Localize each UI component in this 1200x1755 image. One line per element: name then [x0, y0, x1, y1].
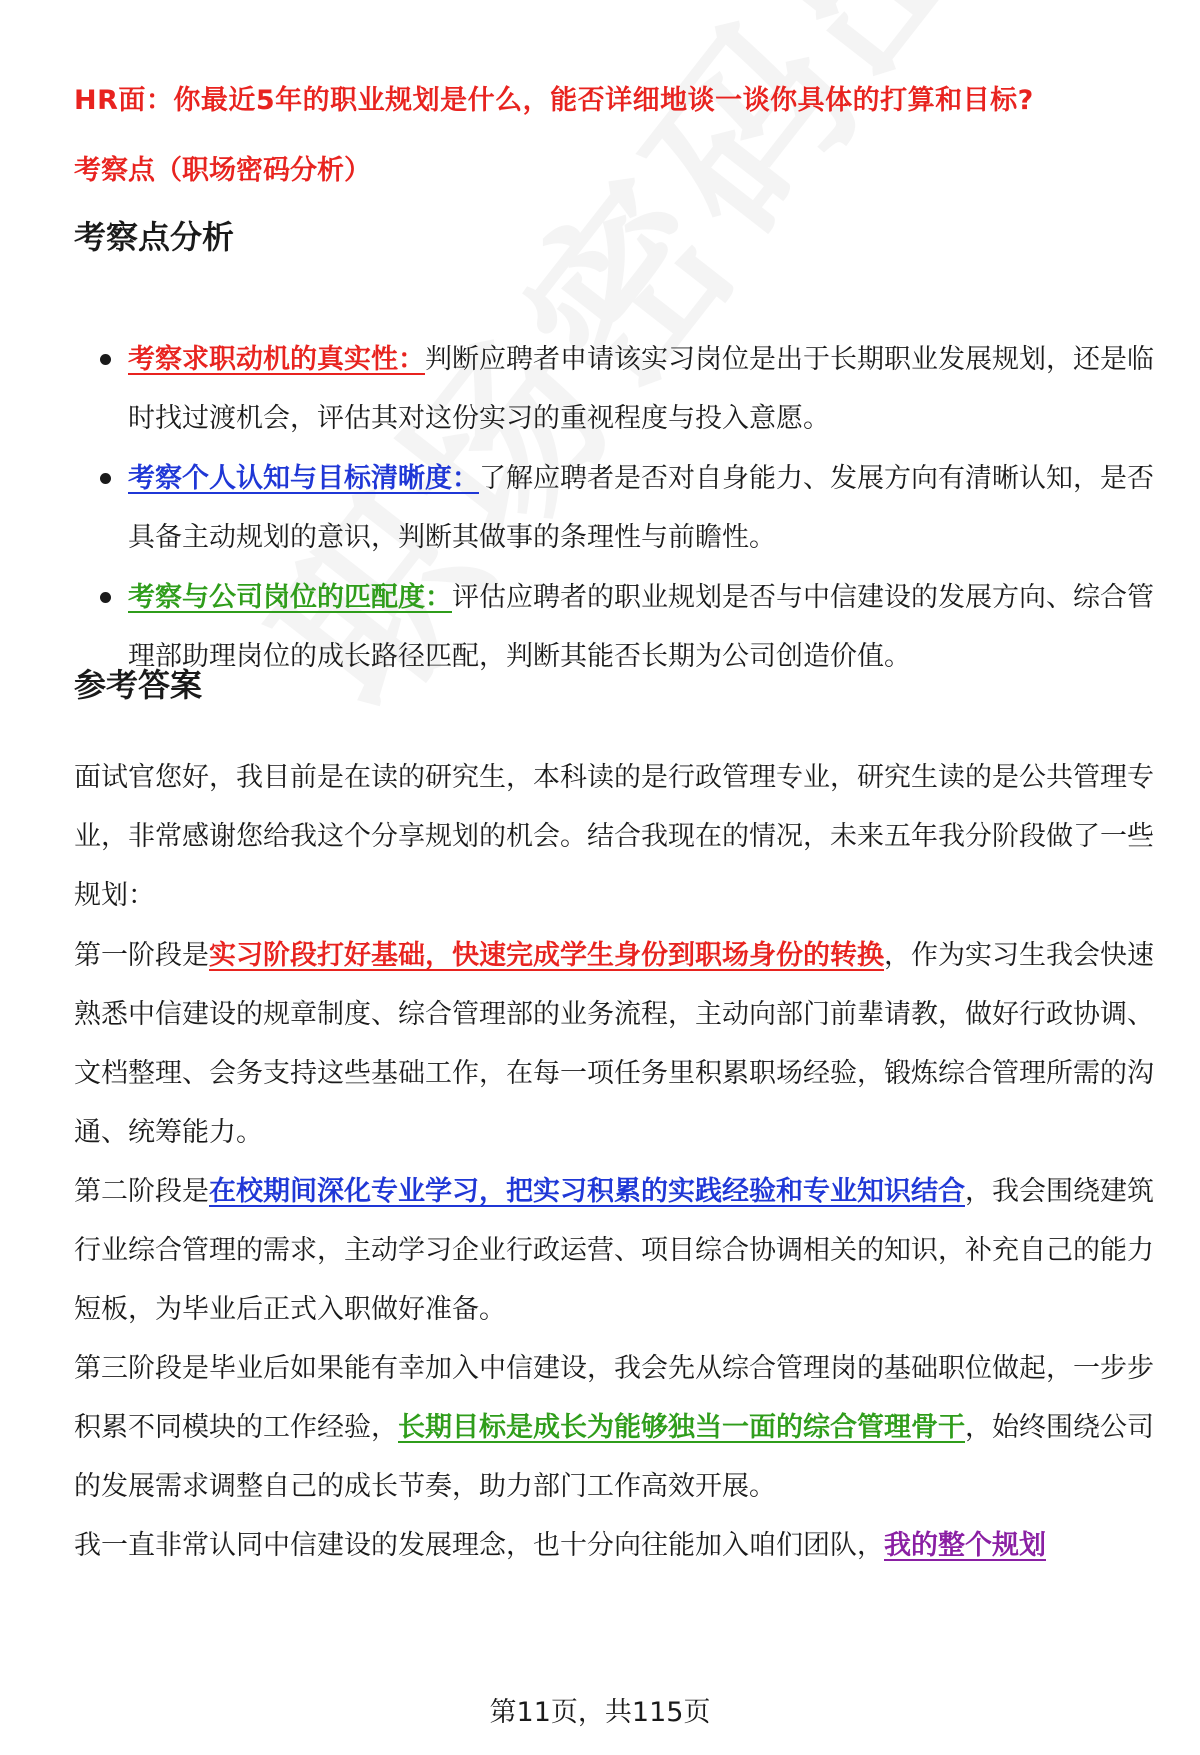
answer-heading: 参考答案 [74, 666, 203, 704]
question-subtitle: 考察点（职场密码分析） [74, 155, 371, 186]
analysis-item [100, 568, 1160, 686]
stage-prefix: 第一阶段是 [74, 940, 209, 971]
page-footer: 第11页，共115页 [489, 1697, 711, 1728]
analysis-keyword: 考察个人认知与目标清晰度： [128, 463, 479, 494]
analysis-text: 判断应聘者申请该实习岗位是出于长期职业发展规划，还是临时找过渡机会，评估其对这份实习的重视程度与投入意愿。 [128, 344, 1154, 434]
stage-suffix: ，作为实习生我会快速熟悉中信建设的规章制度、综合管理部的业务流程，主动向部门前辈请教，做好行政协调、文档整理、会务支持这些基础工作，在每一项任务里积累职场经验，锻炼综合管理所需的沟通、统筹能力。 [74, 940, 1154, 1148]
analysis-text: 评估应聘者的职业规划是否与中信建设的发展方向、综合管理部助理岗位的成长路径匹配，判断其能否长期为公司创造价值。 [128, 582, 1154, 672]
stage-prefix: 第二阶段是 [74, 1176, 209, 1207]
answer-stage-2 [74, 1162, 1154, 1339]
analysis-keyword: 考察求职动机的真实性： [128, 344, 425, 375]
bullet-dot-icon [100, 473, 111, 484]
answer-stage-1 [74, 926, 1154, 1162]
answer-closing [74, 1516, 1154, 1575]
answer-stage-3 [74, 1339, 1154, 1516]
analysis-item [100, 449, 1160, 567]
analysis-item [100, 330, 1160, 448]
analysis-text: 了解应聘者是否对自身能力、发展方向有清晰认知，是否具备主动规划的意识，判断其做事的条理性与前瞻性。 [128, 463, 1154, 553]
stage-highlight: 实习阶段打好基础，快速完成学生身份到职场身份的转换 [209, 940, 884, 971]
analysis-heading: 考察点分析 [74, 218, 235, 256]
stage-suffix: ，我会围绕建筑行业综合管理的需求，主动学习企业行政运营、项目综合协调相关的知识，补充自己的能力短板，为毕业后正式入职做好准备。 [74, 1176, 1154, 1325]
bullet-dot-icon [100, 354, 111, 365]
closing-highlight: 我的整个规划 [884, 1530, 1046, 1561]
answer-intro: 面试官您好，我目前是在读的研究生，本科读的是行政管理专业，研究生读的是公共管理专业，非常感谢您给我这个分享规划的机会。结合我现在的情况，未来五年我分阶段做了一些规划： [74, 762, 1154, 911]
stage-prefix: 第三阶段是毕业后如果能有幸加入中信建设，我会先从综合管理岗的基础职位做起，一步步积累不同模块的工作经验， [74, 1353, 1154, 1443]
stage-highlight: 长期目标是成长为能够独当一面的综合管理骨干 [398, 1412, 965, 1443]
analysis-list [100, 330, 1160, 687]
question-title: HR面：你最近5年的职业规划是什么，能否详细地谈一谈你具体的打算和目标? [74, 85, 1034, 116]
stage-suffix: ，始终围绕公司的发展需求调整自己的成长节奏，助力部门工作高效开展。 [74, 1412, 1154, 1502]
stage-highlight: 在校期间深化专业学习，把实习积累的实践经验和专业知识结合 [209, 1176, 965, 1207]
closing-prefix: 我一直非常认同中信建设的发展理念，也十分向往能加入咱们团队， [74, 1530, 884, 1561]
bullet-dot-icon [100, 592, 111, 603]
analysis-keyword: 考察与公司岗位的匹配度： [128, 582, 452, 613]
